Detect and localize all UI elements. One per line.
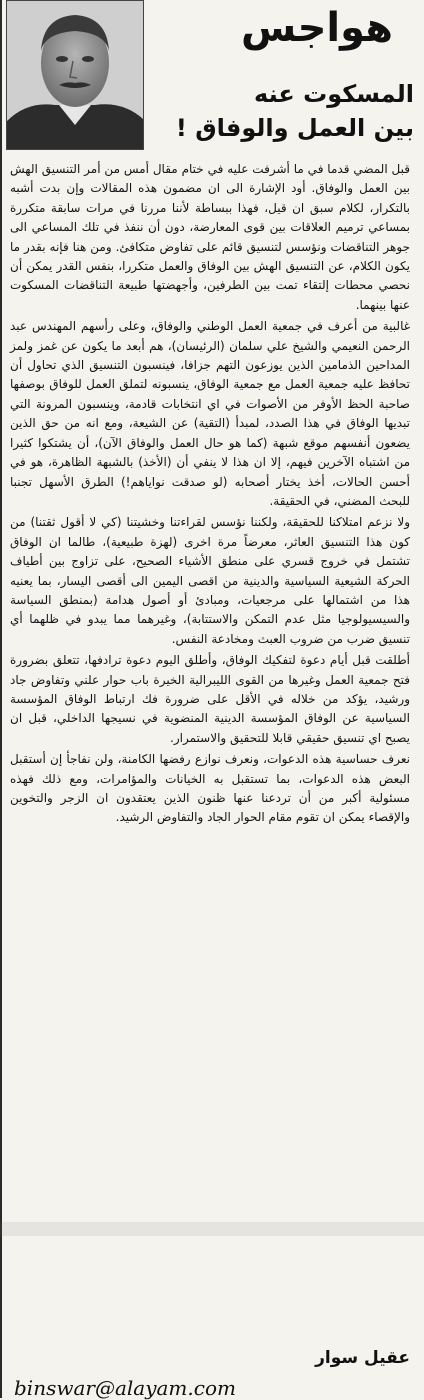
print-smudge bbox=[0, 1222, 424, 1236]
column-header bbox=[0, 0, 424, 152]
column-title: هواجس bbox=[241, 5, 393, 51]
article-body bbox=[10, 160, 410, 828]
paragraph-4: أطلقت قبل أيام دعوة لتفكيك الوفاق، وأطلق اليوم دعوة ترادفها، تتعلق بضرورة فتح جمعية العمل وغيرها من القوى الليبرالية الخيرة باب حوار علني وتفاوض جاد ورشيد، يؤكد من خلاله في الأقل على ضرورة فك ارتباط الوفاق المؤسسة السياسية عن الوفاق المؤسسة الدينية المنضوية في نسيجها الداخلي، قبل ان يصبح اي تنسيق حقيقي قابلا للتحقيق والاستمرار. bbox=[10, 653, 410, 745]
author-name: عقيل سوار bbox=[315, 1348, 410, 1368]
author-portrait bbox=[6, 0, 144, 150]
paragraph-1: قبل المضي قدما في ما أشرفت عليه في ختام مقال أمس من أمر التنسيق الهش بين العمل والوفاق. أود الإشارة الى ان مضمون هذه المقالات وإن بدت أشبه بالتكرار، لكلام سبق ان قيل، فهذا ببساطة لأننا مررنا في مرات سابقة متكررة بمساعي ترميم العلاقات بين قوى المعارضة، دون أن ننفذ في تلك المساعي الى جوهر التناقضات ونؤسس لتنسيق قائم على تفاوض متكافئ. ومن هنا فإنه بقدر ما يكون الكلام، عن التنسيق الهش بين الوفاق والعمل متكررا، بنفس القدر يمكن أن نحصي محطات إلتقاء تمت بين الطرفين، وأجهضتها طبيعة التناقضات المسكوت عنها بينهما. bbox=[10, 162, 410, 312]
paragraph-2: غالبية من أعرف في جمعية العمل الوطني والوفاق، وعلى رأسهم المهندس عبد الرحمن النعيمي والشيخ علي سلمان (الرئيسان)، هم أبعد ما يكون عن غمز ولمز المداحين الذمامين الذين يوزعون التهم جزافا، فينسبون التنسيق الذي تحاول أن تحافظ عليه جمعية العمل مع جمعية الوفاق، ينسبونه لتملق العمل للوفاق بوصفها صاحبة الحظ الأوفر من الأصوات في اي انتخابات قادمة، وينسبون المرونة التي تبديها الوفاق في هذا الصدد، لمبدأ (التقية) عن الشيعة، ومع انه من حق الذين يضعون أنفسهم موقع شبهة (كما هو حال العمل والوفاق الآن)، أن يشتكوا كثيرا من اشتباه الآخرين فيهم، إلا ان هذا لا ينفي أن (الأخذ) بالشبهة الظاهرة، هو في أحسن الحالات، أخذ يختار أصحابه (لو صدقت نواياهم!) الطرق الأسهل تجنبا للبحث المضني، في الحقيقة. bbox=[10, 319, 410, 508]
portrait-photo-icon bbox=[7, 1, 143, 149]
headline-line-1: المسكوت عنه bbox=[254, 80, 414, 108]
headline-line-2: بين العمل والوفاق ! bbox=[175, 114, 414, 142]
paragraph-3: ولا نزعم امتلاكنا للحقيقة، ولكننا نؤسس لقراءتنا وخشيتنا (كي لا أقول ثقتنا) من كون هذا التنسيق العاثر، معرضاً مرة اخرى (لهزة طبيعية)، طالما ان الوفاق تشتمل في خروج قسري على منطق الأشياء الصحيح، على تزاوج بين أطياف الحركة الشيعية السياسية والدينية من اقصى اليمين الى أقصى اليسار، بما يعنيه هذا من اشتمالها على مرجعيات، ومبادئ أو أصول هدامة (بمنطق السياسة والسيسيولوجيا مثل عدم التمكن والاستتابة)، وغيرهما مما يبدو في ظلهما أي تنسيق ضرب من ضروب العبث ومخادعة النفس. bbox=[10, 515, 410, 646]
paragraph-5: نعرف حساسية هذه الدعوات، ونعرف نوازع رفضها الكامنة، ولن نفاجأ إن أستقبل البعض هذه الدعوات، بما تستقبل به الخيانات والمؤامرات، ومع ذلك فهذه مسئولية أكبر من أن تردعنا عنها ظنون الذين يعتقدون ان الزجر والتخوين والإقصاء يمكن ان تقوم مقام الحوار الجاد والتفاوض الرشيد. bbox=[10, 752, 410, 825]
author-email[interactable]: binswar@alayam.com bbox=[14, 1376, 236, 1400]
